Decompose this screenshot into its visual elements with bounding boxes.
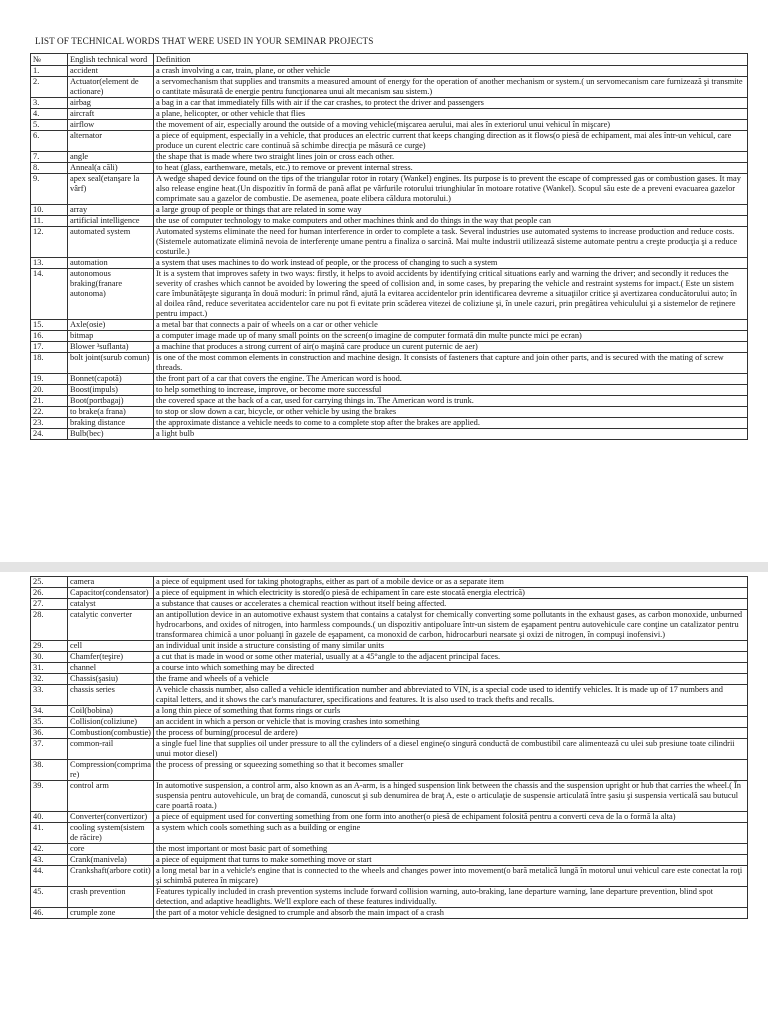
definition-cell: a long thin piece of something that forms rings or curls bbox=[154, 706, 748, 717]
term-cell: angle bbox=[68, 152, 154, 163]
term-cell: automation bbox=[68, 258, 154, 269]
table-header-row bbox=[31, 54, 748, 66]
row-number: 44. bbox=[31, 866, 68, 887]
definition-cell: a piece of equipment, especially in a vehicle, that produces an electric current that keeps changing direction as it flows(o piesă de echipament, mai ales într-un vehicul, care produce un curent electric care continuă să schimbe direcţia pe măsură ce curge) bbox=[154, 131, 748, 152]
term-cell: apex seal(etanşare la vârf) bbox=[68, 174, 154, 205]
definition-cell: is one of the most common elements in construction and machine design. It consists of fasteners that capture and join other parts, and is secured with the mating of screw threads. bbox=[154, 353, 748, 374]
table-row bbox=[31, 120, 748, 131]
definition-cell: A vehicle chassis number, also called a vehicle identification number and abbreviated to VIN, is a special code used to identify vehicles. It is made up of 17 numbers and capital letters, and it shows the car's manufacturer, specifications and features. It is also used to track thefts and recalls. bbox=[154, 685, 748, 706]
table-row bbox=[31, 781, 748, 812]
row-number: 17. bbox=[31, 342, 68, 353]
definition-cell: a system which cools something such as a building or engine bbox=[154, 823, 748, 844]
term-cell: autonomous braking(franare autonoma) bbox=[68, 269, 154, 320]
term-cell: Crankshaft(arbore cotit) bbox=[68, 866, 154, 887]
term-cell: Boot(portbagaj) bbox=[68, 396, 154, 407]
document-page-2 bbox=[0, 572, 768, 1024]
table-row bbox=[31, 429, 748, 440]
table-row bbox=[31, 812, 748, 823]
definition-cell: a piece of equipment used for taking photographs, either as part of a mobile device or as a separate item bbox=[154, 577, 748, 588]
table-row bbox=[31, 385, 748, 396]
term-cell: alternator bbox=[68, 131, 154, 152]
term-cell: catalyst bbox=[68, 599, 154, 610]
row-number: 16. bbox=[31, 331, 68, 342]
row-number: 13. bbox=[31, 258, 68, 269]
table-row bbox=[31, 109, 748, 120]
definition-cell: a long metal bar in a vehicle's engine that is connected to the wheels and changes power into movement(o bară metalică lungă în motorul unui vehicul care este conectat la roţi şi schimbă puterea în mişcare) bbox=[154, 866, 748, 887]
row-number: 34. bbox=[31, 706, 68, 717]
table-row bbox=[31, 610, 748, 641]
table-row bbox=[31, 269, 748, 320]
definition-cell: the part of a motor vehicle designed to crumple and absorb the main impact of a crash bbox=[154, 908, 748, 919]
table-row bbox=[31, 374, 748, 385]
term-cell: to brake(a frana) bbox=[68, 407, 154, 418]
table-row bbox=[31, 418, 748, 429]
table-row bbox=[31, 174, 748, 205]
row-number: 27. bbox=[31, 599, 68, 610]
table-row bbox=[31, 728, 748, 739]
term-cell: airbag bbox=[68, 98, 154, 109]
row-number: 36. bbox=[31, 728, 68, 739]
definition-cell: a large group of people or things that are related in some way bbox=[154, 205, 748, 216]
table-row bbox=[31, 855, 748, 866]
table-row bbox=[31, 641, 748, 652]
definition-cell: the process of pressing or squeezing something so that it becomes smaller bbox=[154, 760, 748, 781]
row-number: 3. bbox=[31, 98, 68, 109]
row-number: 21. bbox=[31, 396, 68, 407]
row-number: 20. bbox=[31, 385, 68, 396]
definition-cell: a system that uses machines to do work instead of people, or the process of changing to such a system bbox=[154, 258, 748, 269]
term-cell: bitmap bbox=[68, 331, 154, 342]
row-number: 39. bbox=[31, 781, 68, 812]
definition-cell: a substance that causes or accelerates a chemical reaction without itself being affected. bbox=[154, 599, 748, 610]
term-cell: control arm bbox=[68, 781, 154, 812]
table-row bbox=[31, 216, 748, 227]
table-row bbox=[31, 98, 748, 109]
definition-cell: to help something to increase, improve, or become more successful bbox=[154, 385, 748, 396]
row-number: 24. bbox=[31, 429, 68, 440]
row-number: 8. bbox=[31, 163, 68, 174]
header-number: № bbox=[31, 54, 68, 66]
row-number: 19. bbox=[31, 374, 68, 385]
row-number: 46. bbox=[31, 908, 68, 919]
definition-cell: It is a system that improves safety in two ways: firstly, it helps to avoid accidents by identifying critical situations early and warning the driver; and secondly it reduces the severity of crashes which cannot be avoided by lowering the speed of collision and, in some cases, by preparing the vehicle and restraint systems for impact.( Este un sistem care îmbunătăţeşte siguranţa în două moduri: în primul rând, ajută la evitarea accidentelor prin identificarea devreme a situaţiilor critice şi avertizarea conducătorului auto; în al doilea rând, reduce severitatea accidentelor care nu pot fi evitate prin scăderea vitezei de coliziune şi, în unele cazuri, prin pregătirea vehiculului şi a sistemelor de reţinere pentru impact.) bbox=[154, 269, 748, 320]
table-row bbox=[31, 887, 748, 908]
table-row bbox=[31, 685, 748, 706]
definition-cell: the movement of air, especially around the outside of a moving vehicle(mişcarea aerului, mai ales în exteriorul unui vehicul în mişcare) bbox=[154, 120, 748, 131]
vocabulary-table-page-1 bbox=[30, 53, 748, 440]
header-term: English technical word bbox=[68, 54, 154, 66]
term-cell: channel bbox=[68, 663, 154, 674]
term-cell: Bonnet(capotă) bbox=[68, 374, 154, 385]
definition-cell: to stop or slow down a car, bicycle, or other vehicle by using the brakes bbox=[154, 407, 748, 418]
row-number: 9. bbox=[31, 174, 68, 205]
row-number: 41. bbox=[31, 823, 68, 844]
row-number: 22. bbox=[31, 407, 68, 418]
row-number: 1. bbox=[31, 66, 68, 77]
term-cell: artificial intelligence bbox=[68, 216, 154, 227]
table-row bbox=[31, 717, 748, 728]
term-cell: Coil(bobina) bbox=[68, 706, 154, 717]
definition-cell: In automotive suspension, a control arm, also known as an A-arm, is a hinged suspension link between the chassis and the suspension upright or hub that carries the wheel.( În suspensia pentru autovehicule, un braţ de comandă, cunoscut şi sub denumirea de braţ A, este o articulaţie de suspensie articulată între şasiu şi suspensia verticală sau butucul care poartă roata.) bbox=[154, 781, 748, 812]
definition-cell: a plane, helicopter, or other vehicle that flies bbox=[154, 109, 748, 120]
table-row bbox=[31, 342, 748, 353]
term-cell: crash prevention bbox=[68, 887, 154, 908]
definition-cell: a light bulb bbox=[154, 429, 748, 440]
term-cell: Chassis(şasiu) bbox=[68, 674, 154, 685]
row-number: 23. bbox=[31, 418, 68, 429]
term-cell: Axle(osie) bbox=[68, 320, 154, 331]
row-number: 7. bbox=[31, 152, 68, 163]
row-number: 25. bbox=[31, 577, 68, 588]
definition-cell: the frame and wheels of a vehicle bbox=[154, 674, 748, 685]
table-row bbox=[31, 599, 748, 610]
header-definition: Definition bbox=[154, 54, 748, 66]
table-row bbox=[31, 588, 748, 599]
table-row bbox=[31, 152, 748, 163]
definition-cell: the shape that is made where two straight lines join or cross each other. bbox=[154, 152, 748, 163]
term-cell: airflow bbox=[68, 120, 154, 131]
row-number: 4. bbox=[31, 109, 68, 120]
row-number: 40. bbox=[31, 812, 68, 823]
definition-cell: the covered space at the back of a car, used for carrying things in. The American word is trunk. bbox=[154, 396, 748, 407]
definition-cell: the front part of a car that covers the engine. The American word is hood. bbox=[154, 374, 748, 385]
term-cell: aircraft bbox=[68, 109, 154, 120]
table-row bbox=[31, 577, 748, 588]
term-cell: Combustion(combustie) bbox=[68, 728, 154, 739]
row-number: 35. bbox=[31, 717, 68, 728]
table-row bbox=[31, 663, 748, 674]
row-number: 45. bbox=[31, 887, 68, 908]
document-title: LIST OF TECHNICAL WORDS THAT WERE USED IN YOUR SEMINAR PROJECTS bbox=[35, 36, 374, 46]
definition-cell: A wedge shaped device found on the tips of the triangular rotor in rotary (Wankel) engines. Its purpose is to prevent the escape of compressed gas or combustion gases. It may also release engine heat.(Un dispozitiv în formă de pană aflat pe vârfurile rotorului triunghiular în motoare rotative (Wankel). Scopul său este de a preveni evacuarea gazelor comprimate sau a gazelor de combustie. De asemenea, poate elibera căldura motorului.) bbox=[154, 174, 748, 205]
table-row bbox=[31, 205, 748, 216]
term-cell: core bbox=[68, 844, 154, 855]
definition-cell: a single fuel line that supplies oil under pressure to all the cylinders of a diesel engine(o singură conductă de combustibil care alimentează cu ulei sub presiune toate cilindrii unui motor diesel) bbox=[154, 739, 748, 760]
row-number: 5. bbox=[31, 120, 68, 131]
table-row bbox=[31, 844, 748, 855]
table-row bbox=[31, 674, 748, 685]
row-number: 6. bbox=[31, 131, 68, 152]
term-cell: crumple zone bbox=[68, 908, 154, 919]
definition-cell: an individual unit inside a structure consisting of many similar units bbox=[154, 641, 748, 652]
term-cell: common-rail bbox=[68, 739, 154, 760]
row-number: 32. bbox=[31, 674, 68, 685]
definition-cell: a metal bar that connects a pair of wheels on a car or other vehicle bbox=[154, 320, 748, 331]
table-row bbox=[31, 396, 748, 407]
vocabulary-table-page-2 bbox=[30, 576, 748, 919]
term-cell: Crank(manivela) bbox=[68, 855, 154, 866]
row-number: 14. bbox=[31, 269, 68, 320]
term-cell: accident bbox=[68, 66, 154, 77]
definition-cell: a piece of equipment that turns to make something move or start bbox=[154, 855, 748, 866]
table-row bbox=[31, 163, 748, 174]
row-number: 18. bbox=[31, 353, 68, 374]
definition-cell: a course into which something may be directed bbox=[154, 663, 748, 674]
term-cell: braking distance bbox=[68, 418, 154, 429]
table-row bbox=[31, 77, 748, 98]
definition-cell: a servomechanism that supplies and transmits a measured amount of energy for the operation of another mechanism or system.( un servomecanism care furnizează şi transmite o cantitate măsurată de energie pentru funcţionarea unui alt mecanism sau sistem.) bbox=[154, 77, 748, 98]
term-cell: Actuator(element de actionare) bbox=[68, 77, 154, 98]
row-number: 26. bbox=[31, 588, 68, 599]
table-row bbox=[31, 131, 748, 152]
row-number: 10. bbox=[31, 205, 68, 216]
term-cell: catalytic converter bbox=[68, 610, 154, 641]
row-number: 2. bbox=[31, 77, 68, 98]
definition-cell: the process of burning(procesul de ardere) bbox=[154, 728, 748, 739]
row-number: 31. bbox=[31, 663, 68, 674]
definition-cell: Automated systems eliminate the need for human interference in order to complete a task. Several industries use automated systems to increase production and reduce costs. (Sistemele automatizate elimină nevoia de interferenţe umane pentru a finaliza o sarcină. Mai multe industrii utilizează sisteme automate pentru a creşte producţia şi a reduce costurile.) bbox=[154, 227, 748, 258]
term-cell: Boost(impuls) bbox=[68, 385, 154, 396]
table-row bbox=[31, 227, 748, 258]
term-cell: array bbox=[68, 205, 154, 216]
definition-cell: a crash involving a car, train, plane, or other vehicle bbox=[154, 66, 748, 77]
definition-cell: the use of computer technology to make computers and other machines think and do things in the way that people can bbox=[154, 216, 748, 227]
term-cell: Collision(coliziune) bbox=[68, 717, 154, 728]
table-row bbox=[31, 320, 748, 331]
row-number: 43. bbox=[31, 855, 68, 866]
table-row bbox=[31, 258, 748, 269]
row-number: 33. bbox=[31, 685, 68, 706]
definition-cell: an antipollution device in an automotive exhaust system that contains a catalyst for chemically converting some pollutants in the exhaust gases, as carbon monoxide, unburned hydrocarbons, and oxides of nitrogen, into harmless compounds.( un dispozitiv antipoluare într-un sistem de eşapament pentru autovehicule care conţine un catalizator pentru transformarea chimică a unor poluanţi în gazele de eşapament, ca monoxid de carbon, hidrocarburi nearsate şi oxizi de nitrogen, în compuşi inofensivi.) bbox=[154, 610, 748, 641]
term-cell: Converter(convertizor) bbox=[68, 812, 154, 823]
row-number: 15. bbox=[31, 320, 68, 331]
table-row bbox=[31, 739, 748, 760]
term-cell: automated system bbox=[68, 227, 154, 258]
row-number: 37. bbox=[31, 739, 68, 760]
term-cell: Anneal(a căli) bbox=[68, 163, 154, 174]
row-number: 12. bbox=[31, 227, 68, 258]
term-cell: Chamfer(teşire) bbox=[68, 652, 154, 663]
table-row bbox=[31, 823, 748, 844]
table-row bbox=[31, 908, 748, 919]
table-row bbox=[31, 706, 748, 717]
definition-cell: the approximate distance a vehicle needs to come to a complete stop after the brakes are applied. bbox=[154, 418, 748, 429]
table-row bbox=[31, 407, 748, 418]
term-cell: Capacitor(condensator) bbox=[68, 588, 154, 599]
term-cell: bolt joint(surub comun) bbox=[68, 353, 154, 374]
definition-cell: an accident in which a person or vehicle that is moving crashes into something bbox=[154, 717, 748, 728]
row-number: 30. bbox=[31, 652, 68, 663]
definition-cell: a piece of equipment in which electricity is stored(o piesă de echipament în care este stocată energia electrică) bbox=[154, 588, 748, 599]
definition-cell: a bag in a car that immediately fills with air if the car crashes, to protect the driver and passengers bbox=[154, 98, 748, 109]
definition-cell: a piece of equipment used for converting something from one form into another(o piesă de echipament folosită pentru a converti ceva de la o formă la alta) bbox=[154, 812, 748, 823]
row-number: 28. bbox=[31, 610, 68, 641]
term-cell: cell bbox=[68, 641, 154, 652]
row-number: 29. bbox=[31, 641, 68, 652]
row-number: 42. bbox=[31, 844, 68, 855]
table-row bbox=[31, 866, 748, 887]
table-row bbox=[31, 353, 748, 374]
table-row bbox=[31, 652, 748, 663]
definition-cell: a machine that produces a strong current of air(o maşină care produce un curent puternic de aer) bbox=[154, 342, 748, 353]
definition-cell: to heat (glass, earthenware, metals, etc.) to remove or prevent internal stress. bbox=[154, 163, 748, 174]
table-row bbox=[31, 66, 748, 77]
term-cell: Compression(comprimare) bbox=[68, 760, 154, 781]
term-cell: Blower ³suflanta) bbox=[68, 342, 154, 353]
row-number: 38. bbox=[31, 760, 68, 781]
table-row bbox=[31, 331, 748, 342]
row-number: 11. bbox=[31, 216, 68, 227]
term-cell: camera bbox=[68, 577, 154, 588]
term-cell: Bulb(bec) bbox=[68, 429, 154, 440]
definition-cell: Features typically included in crash prevention systems include forward collision warning, auto-braking, lane departure warning, lane departure prevention, blind spot detection, and adaptive headlights. We'll explore each of these features individually. bbox=[154, 887, 748, 908]
term-cell: chassis series bbox=[68, 685, 154, 706]
definition-cell: a computer image made up of many small points on the screen(o imagine de computer formată din multe puncte mici pe ecran) bbox=[154, 331, 748, 342]
table-row bbox=[31, 760, 748, 781]
term-cell: cooling system(sistem de răcire) bbox=[68, 823, 154, 844]
definition-cell: a cut that is made in wood or some other material, usually at a 45°angle to the adjacent principal faces. bbox=[154, 652, 748, 663]
definition-cell: the most important or most basic part of something bbox=[154, 844, 748, 855]
